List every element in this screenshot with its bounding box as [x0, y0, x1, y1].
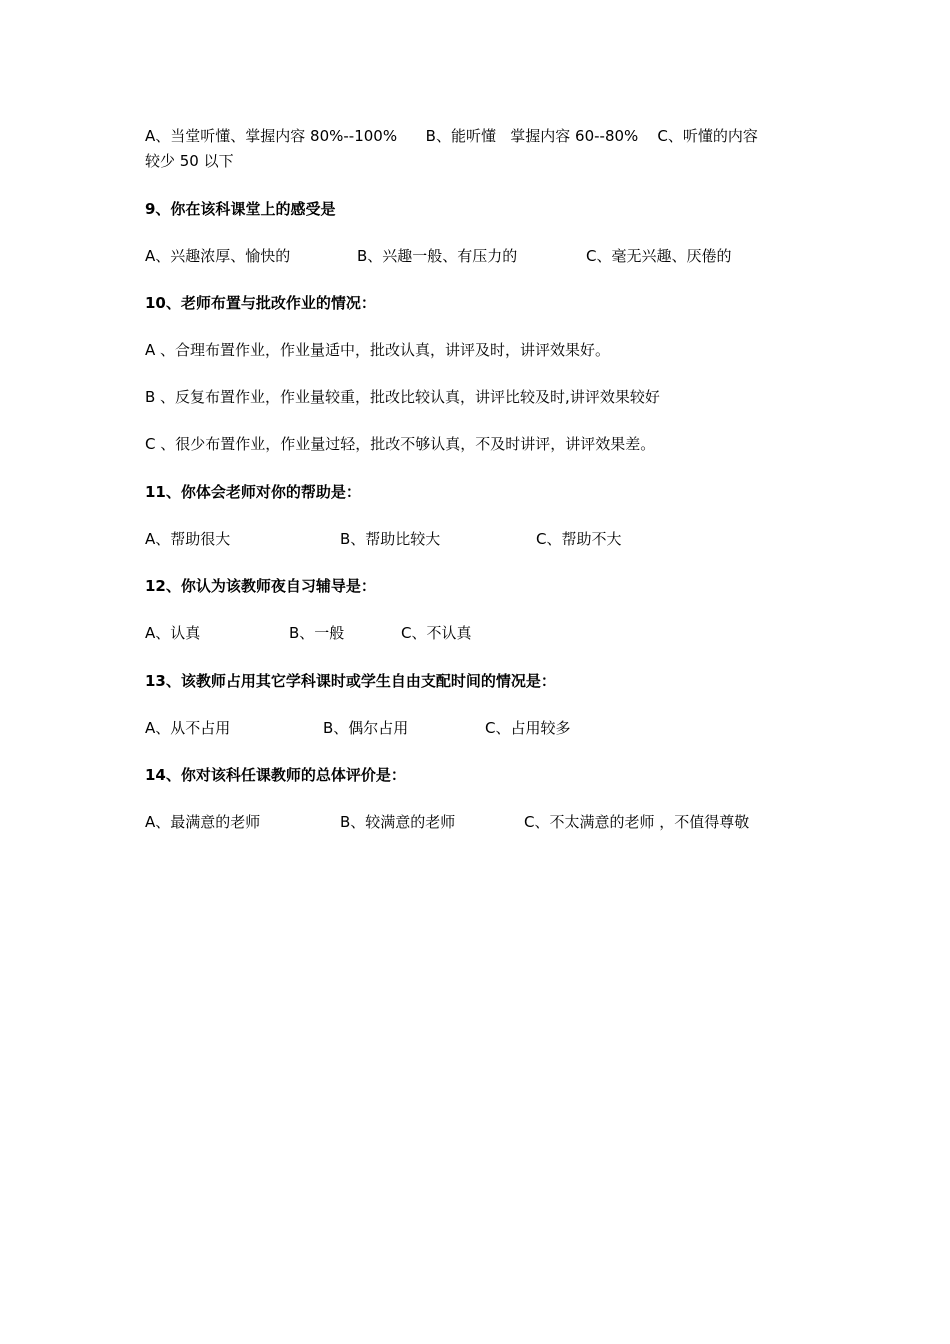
- q13-option-b: B、偶尔占用: [323, 719, 409, 737]
- q12-option-c: C、不认真: [401, 624, 472, 642]
- q10-option-a: A 、合理布置作业，作业量适中，批改认真，讲评及时，讲评效果好。: [145, 341, 611, 359]
- q11-option-c: C、帮助不大: [536, 530, 622, 548]
- q12-option-a: A、认真: [145, 624, 201, 642]
- question-11-options: [145, 527, 621, 551]
- question-12-title: 12、你认为该教师夜自习辅导是：: [145, 577, 376, 595]
- q14-option-c: C、不太满意的老师 ，不值得尊敬: [524, 813, 750, 831]
- question-9-options: [145, 244, 731, 268]
- q14-option-a: A、最满意的老师: [145, 813, 261, 831]
- q8-options-line2: 较少 50 以下: [145, 152, 234, 170]
- question-11-title: 11、你体会老师对你的帮助是：: [145, 483, 361, 501]
- question-12-options: [145, 621, 471, 645]
- q13-option-a: A、从不占用: [145, 719, 231, 737]
- question-10-title: 10、老师布置与批改作业的情况：: [145, 294, 376, 312]
- q8-options-line1: A、当堂听懂、掌握内容 80%--100% B、能听懂 掌握内容 60--80% C、听懂的内容: [145, 127, 758, 145]
- question-9-title: 9、你在该科课堂上的感受是: [145, 200, 336, 218]
- q14-option-b: B、较满意的老师: [340, 813, 456, 831]
- q9-option-c: C、毫无兴趣、厌倦的: [586, 247, 732, 265]
- q11-option-b: B、帮助比较大: [340, 530, 441, 548]
- q11-option-a: A、帮助很大: [145, 530, 231, 548]
- q10-option-b: B 、反复布置作业，作业量较重，批改比较认真，讲评比较及时,讲评效果较好: [145, 388, 660, 406]
- question-13-options: [145, 716, 570, 740]
- q9-option-b: B、兴趣一般、有压力的: [357, 247, 518, 265]
- q12-option-b: B、一般: [289, 624, 345, 642]
- q10-option-c: C 、很少布置作业，作业量过轻，批改不够认真，不及时讲评，讲评效果差。: [145, 435, 656, 453]
- question-14-title: 14、你对该科任课教师的总体评价是：: [145, 766, 406, 784]
- q9-option-a: A、兴趣浓厚、愉快的: [145, 247, 291, 265]
- q13-option-c: C、占用较多: [485, 719, 571, 737]
- question-14-options: [145, 810, 749, 834]
- question-13-title: 13、该教师占用其它学科课时或学生自由支配时间的情况是：: [145, 672, 556, 690]
